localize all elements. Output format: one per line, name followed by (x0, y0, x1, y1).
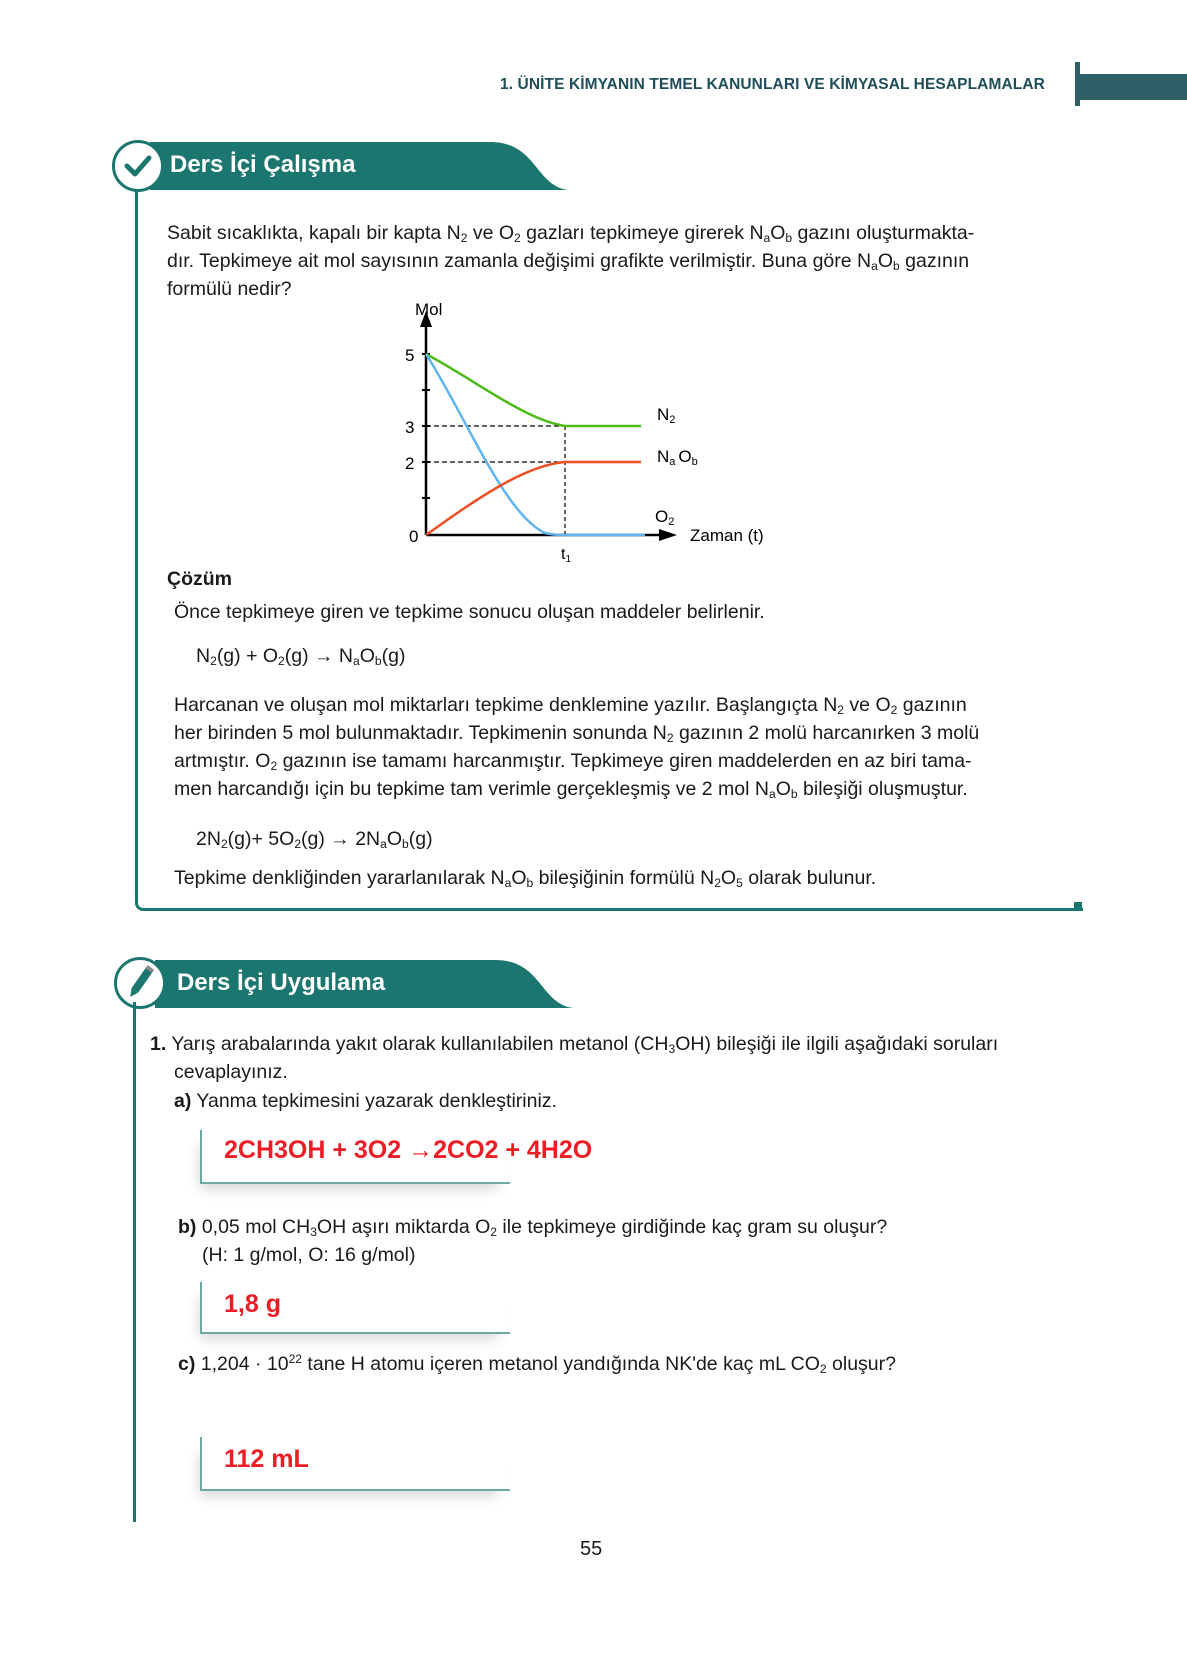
section-title: Ders İçi Çalışma (170, 151, 356, 178)
series-label-n2: N2 (657, 405, 676, 426)
header-accent-bar (1077, 74, 1187, 100)
question-text (167, 219, 1067, 303)
page-number: 55 (580, 1538, 603, 1560)
equation-2: $2N_2(g)+ 5O_2(g) \to 2N_aO_b(g)$ (196, 828, 433, 852)
y-tick-5: 5 (405, 346, 415, 365)
question-1: 1. Yarış arabalarında yakıt olarak kullanılabilen metanol $(CH_3OH)$ bileşiği ile ilgili aşağıdaki soruları cevaplayınız. (150, 1033, 999, 1083)
y-tick-3: 3 (405, 418, 415, 437)
question-line-1: Sabit sıcaklıkta, kapalı bir kapta $N_2$ ve $O_2$ gazları tepkimeye girerek $N_aO_b$ gazını oluşturmakta- (167, 222, 975, 246)
y-tick-2: 2 (405, 454, 415, 473)
section-banner-ders-ici-calisma (110, 140, 570, 188)
question-line-3: formülü nedir? (167, 278, 292, 300)
series-label-o2: O2 (655, 507, 675, 528)
frame-end-marker (1074, 902, 1082, 911)
pencil-icon (114, 957, 166, 1009)
series-label-naob: Na Ob (657, 447, 698, 468)
answer-a: 2CH3OH + 3O2 →2CO2 + 4H2O (224, 1136, 593, 1164)
solution-paragraph: Harcanan ve oluşan mol miktarları tepkime denklemine yazılır. Başlangıçta $N_2$ ve $O_2$ gazının her birinden 5 mol bulunmaktadır. Tepkimenin sonunda $N_2$ gazının 2 molü harcanırken 3 molü artmıştır. $O_2$ gazının ise tamamı harcanmıştır. Tepkimeye giren maddelerden en az biri tama- men harcandığı için bu tepkime tam verimle gerçekleşmiş ve 2 mol $N_aO_b$ bileşiği oluşmuştur. (174, 694, 980, 802)
unit-title: 1. ÜNİTE KİMYANIN TEMEL KANUNLARI VE KİMYASAL HESAPLAMALAR (500, 76, 1045, 93)
x-axis-label: Zaman (t) (690, 526, 764, 545)
solution-intro: Önce tepkimeye giren ve tepkime sonucu oluşan maddeler belirlenir. (174, 601, 765, 623)
checkmark-icon (112, 140, 164, 192)
section-banner-ders-ici-uygulama (115, 958, 575, 1006)
y-tick-0: 0 (409, 527, 419, 546)
answer-c: 112 mL (224, 1445, 309, 1473)
section-title: Ders İçi Uygulama (177, 969, 386, 996)
y-axis-label: Mol (415, 300, 443, 319)
section-frame-left (133, 1002, 136, 1522)
solution-title: Çözüm (167, 568, 232, 590)
question-1b: b) 0,05 mol $CH_3OH$ aşırı miktarda $O_2$ ile tepkimeye girdiğinde kaç gram su oluşur? (H: 1 g/mol, O: 16 g/mol) (178, 1216, 888, 1266)
question-1c: c) $1,204 \cdot 10^{22}$ tane H atomu içeren metanol yandığında NK'de kaç mL $CO_2$ oluşur? (178, 1351, 896, 1377)
equation-1: $N_2(g) + O_2(g) \to N_aO_b(g)$ (196, 645, 406, 669)
question-1a: a) Yanma tepkimesini yazarak denkleştiriniz. (174, 1090, 557, 1112)
x-tick-t1: t1 (561, 546, 572, 565)
question-line-2: dır. Tepkimeye ait mol sayısının zamanla değişimi grafikte verilmiştir. Buna göre $N_aO_b$ gazının (167, 250, 970, 274)
mol-time-chart (395, 295, 795, 565)
solution-conclusion: Tepkime denkliğinden yararlanılarak $N_aO_b$ bileşiğinin formülü $N_2O_5$ olarak bulunur. (174, 867, 877, 891)
answer-b: 1,8 g (224, 1290, 281, 1318)
